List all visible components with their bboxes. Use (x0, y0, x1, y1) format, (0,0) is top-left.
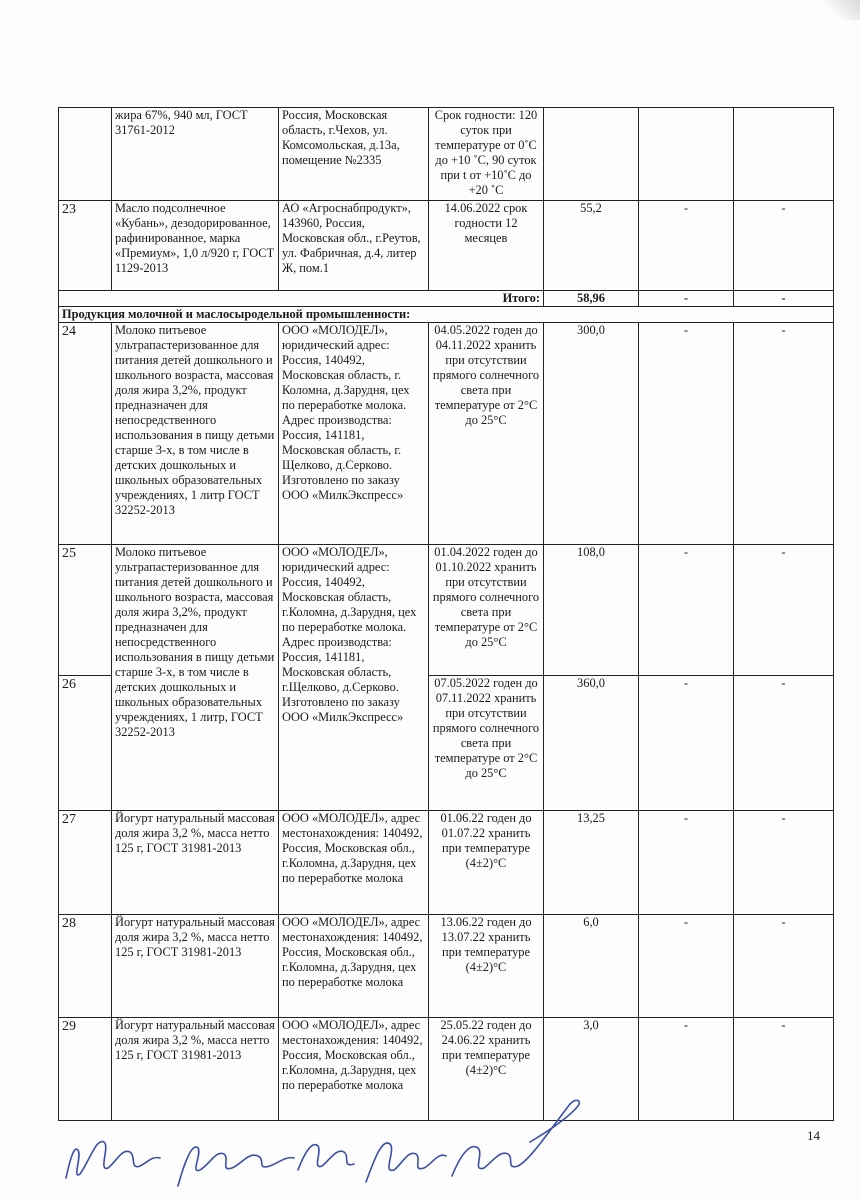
product-name: Масло подсолнечное «Кубань», дезодорированное, рафинированное, марка «Премиум», 1,0 л/920 г, ГОСТ 1129-2013 (112, 201, 279, 291)
expiry: 07.05.2022 годен до 07.11.2022 хранить при отсутствии прямого солнечного света при температуре от 2°С до 25°С (429, 676, 544, 811)
quantity: 13,25 (544, 811, 639, 915)
total-col6: - (734, 291, 834, 307)
section-row (59, 307, 834, 323)
total-col5: - (639, 291, 734, 307)
signature-5 (452, 1100, 579, 1176)
section-title: Продукция молочной и маслосыродельной промышленности: (59, 307, 834, 323)
row-number (59, 108, 112, 201)
expiry: 01.06.22 годен до 01.07.22 хранить при температуре (4±2)°С (429, 811, 544, 915)
product-name: Йогурт натуральный массовая доля жира 3,2 %, масса нетто 125 г, ГОСТ 31981-2013 (112, 1018, 279, 1121)
row-number: 25 (59, 545, 112, 676)
col6: - (734, 915, 834, 1018)
table-row (59, 915, 834, 1018)
scan-corner-shadow (820, 0, 860, 20)
col6: - (734, 676, 834, 811)
col6 (734, 108, 834, 201)
table-row (59, 811, 834, 915)
signature-2 (178, 1147, 294, 1186)
manufacturer: ООО «МОЛОДЕЛ», адрес местонахождения: 140492, Россия, Московская обл., г.Коломна, д.Зарудня, цех по переработке молока (279, 915, 429, 1018)
product-name: жира 67%, 940 мл, ГОСТ 31761-2012 (112, 108, 279, 201)
manufacturer: ООО «МОЛОДЕЛ», адрес местонахождения: 140492, Россия, Московская обл., г.Коломна, д.Зарудня, цех по переработке молока (279, 811, 429, 915)
signature-3 (298, 1145, 354, 1170)
row-number: 29 (59, 1018, 112, 1121)
product-name: Молоко питьевое ультрапастеризованное для питания детей дошкольного и школьного возраста, массовая доля жира 3,2%, продукт предназначен для непосредственного использования в пищу детьми старше 3-х, в том числе в детских дошкольных и школьных образовательных учреждениях, 1 литр, ГОСТ 32252-2013 (112, 545, 279, 811)
row-number: 28 (59, 915, 112, 1018)
table-row (59, 201, 834, 291)
total-quantity: 58,96 (544, 291, 639, 307)
col6: - (734, 201, 834, 291)
row-number: 26 (59, 676, 112, 811)
expiry: 04.05.2022 годен до 04.11.2022 хранить при отсутствии прямого солнечного света при температуре от 2°С до 25°С (429, 323, 544, 545)
col5: - (639, 676, 734, 811)
product-name: Молоко питьевое ультрапастеризованное для питания детей дошкольного и школьного возраста, массовая доля жира 3,2%, продукт предназначен для непосредственного использования в пищу детьми старше 3-х, в том числе в детских дошкольных и школьных образовательных учреждениях, 1 литр ГОСТ 32252-2013 (112, 323, 279, 545)
row-number: 27 (59, 811, 112, 915)
table-row (59, 545, 834, 676)
expiry: 14.06.2022 срок годности 12 месяцев (429, 201, 544, 291)
products-table (58, 107, 834, 1121)
col6: - (734, 545, 834, 676)
col5: - (639, 201, 734, 291)
row-number: 23 (59, 201, 112, 291)
col6: - (734, 811, 834, 915)
col5 (639, 108, 734, 201)
product-name: Йогурт натуральный массовая доля жира 3,2 %, масса нетто 125 г, ГОСТ 31981-2013 (112, 811, 279, 915)
quantity: 360,0 (544, 676, 639, 811)
manufacturer: ООО «МОЛОДЕЛ», адрес местонахождения: 140492, Россия, Московская обл., г.Коломна, д.Зарудня, цех по переработке молока (279, 1018, 429, 1121)
manufacturer: ООО «МОЛОДЕЛ», юридический адрес: Россия, 140492, Московская область, г. Коломна, д.Зарудня, цех по переработке молока. Адрес производства: Россия, 141181, Московская область, г. Щелково, д.Серково. Изготовлено по заказу ООО «МилкЭкспресс» (279, 323, 429, 545)
expiry: 13.06.22 годен до 13.07.22 хранить при температуре (4±2)°С (429, 915, 544, 1018)
expiry: Срок годности: 120 суток при температуре от 0˚С до +10 ˚С, 90 суток при t от +10˚С до +20 ˚С (429, 108, 544, 201)
manufacturer: Россия, Московская область, г.Чехов, ул. Комсомольская, д.13а, помещение №2335 (279, 108, 429, 201)
manufacturer: АО «Агроснабпродукт», 143960, Россия, Московская обл., г.Реутов, ул. Фабричная, д.4, литер Ж, пом.1 (279, 201, 429, 291)
col6: - (734, 1018, 834, 1121)
expiry: 01.04.2022 годен до 01.10.2022 хранить при отсутствии прямого солнечного света при температуре от 2°С до 25°С (429, 545, 544, 676)
col5: - (639, 1018, 734, 1121)
quantity (544, 108, 639, 201)
signature-4 (366, 1143, 446, 1182)
signature-1 (66, 1142, 160, 1178)
product-name: Йогурт натуральный массовая доля жира 3,2 %, масса нетто 125 г, ГОСТ 31981-2013 (112, 915, 279, 1018)
total-label: Итого: (59, 291, 544, 307)
col5: - (639, 811, 734, 915)
total-row (59, 291, 834, 307)
col5: - (639, 323, 734, 545)
row-number: 24 (59, 323, 112, 545)
col6: - (734, 323, 834, 545)
handwritten-signatures (60, 1090, 620, 1200)
page-number: 14 (807, 1128, 820, 1143)
manufacturer: ООО «МОЛОДЕЛ», юридический адрес: Россия, 140492, Московская область, г.Коломна, д.Зарудня, цех по переработке молока. Адрес производства: Россия, 141181, Московская область, г.Щелково, д.Серково. Изготовлено по заказу ООО «МилкЭкспресс» (279, 545, 429, 811)
quantity: 3,0 (544, 1018, 639, 1121)
quantity: 108,0 (544, 545, 639, 676)
expiry: 25.05.22 годен до 24.06.22 хранить при температуре (4±2)°С (429, 1018, 544, 1121)
col5: - (639, 545, 734, 676)
quantity: 6,0 (544, 915, 639, 1018)
table-row (59, 323, 834, 545)
quantity: 300,0 (544, 323, 639, 545)
col5: - (639, 915, 734, 1018)
table-row (59, 108, 834, 201)
quantity: 55,2 (544, 201, 639, 291)
